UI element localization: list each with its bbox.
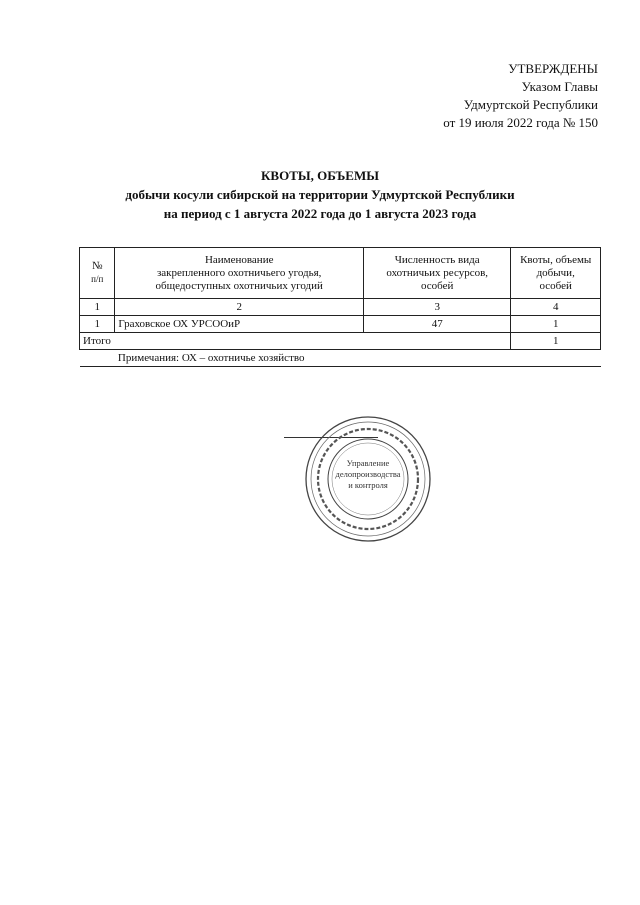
column-number: 3 bbox=[364, 299, 511, 316]
header-count-line-2: охотничьих ресурсов, bbox=[386, 266, 489, 279]
total-row bbox=[80, 333, 601, 350]
header-count bbox=[364, 248, 511, 299]
header-name-line-3: общедоступных охотничьих угодий bbox=[155, 279, 323, 292]
header-name-line-2: закрепленного охотничьего угодья, bbox=[156, 266, 322, 279]
total-quota: 1 bbox=[511, 333, 601, 350]
header-num-label: № bbox=[91, 260, 103, 272]
title-line-3: на период с 1 августа 2022 года до 1 августа 2023 года bbox=[163, 206, 477, 221]
total-label: Итого bbox=[80, 333, 511, 350]
column-number: 2 bbox=[115, 299, 364, 316]
title-line-1: КВОТЫ, ОБЪЕМЫ bbox=[260, 168, 379, 183]
column-number: 1 bbox=[80, 299, 115, 316]
header-quota-line-3: особей bbox=[539, 279, 572, 292]
approval-line-4: от 19 июля 2022 года № 150 bbox=[443, 115, 598, 130]
note-row bbox=[80, 350, 601, 367]
header-quota-line-2: добычи, bbox=[536, 266, 575, 279]
header-quota bbox=[511, 248, 601, 299]
table-header-row bbox=[80, 248, 601, 299]
row-quota: 1 bbox=[511, 316, 601, 333]
header-num bbox=[80, 248, 115, 299]
approval-block bbox=[443, 60, 598, 132]
stamp-text-3: и контроля bbox=[348, 480, 388, 490]
stamp-text-2: делопроизводства bbox=[335, 469, 401, 479]
approval-line-2: Указом Главы bbox=[521, 79, 598, 94]
stamp-text-1: Управление bbox=[346, 458, 390, 468]
row-num: 1 bbox=[80, 316, 115, 333]
header-count-line-1: Численность вида bbox=[394, 253, 480, 266]
header-count-line-3: особей bbox=[421, 279, 454, 292]
quota-table bbox=[79, 247, 601, 367]
column-number-row bbox=[80, 299, 601, 316]
official-stamp bbox=[303, 414, 433, 544]
title-line-2: добычи косули сибирской на территории Удмуртской Республики bbox=[125, 187, 515, 202]
row-count: 47 bbox=[364, 316, 511, 333]
header-num-sub: п/п bbox=[91, 274, 104, 284]
approval-line-1: УТВЕРЖДЕНЫ bbox=[508, 61, 598, 76]
table-row bbox=[80, 316, 601, 333]
header-quota-line-1: Квоты, объемы bbox=[520, 253, 592, 266]
header-name-line-1: Наименование bbox=[204, 253, 274, 266]
column-number: 4 bbox=[511, 299, 601, 316]
row-name: Граховское ОХ УРСООиР bbox=[115, 316, 364, 333]
document-title bbox=[0, 166, 640, 223]
header-name bbox=[115, 248, 364, 299]
table-note: Примечания: ОХ – охотничье хозяйство bbox=[115, 350, 601, 367]
approval-line-3: Удмуртской Республики bbox=[463, 97, 598, 112]
